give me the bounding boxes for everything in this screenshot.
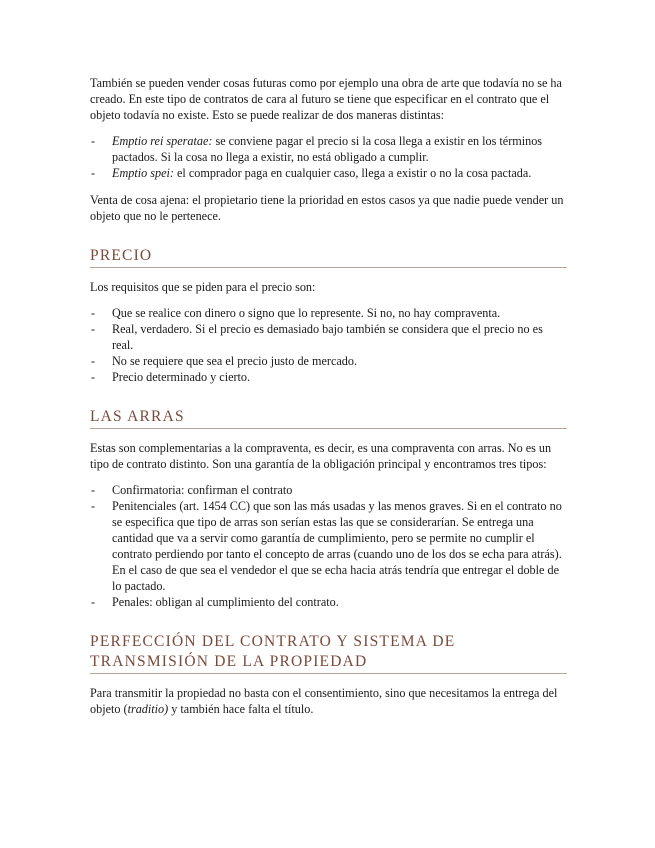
paragraph-text: Para transmitir la propiedad no basta con el consentimiento, sino que necesitamos la entrega del objeto ( — [90, 686, 558, 716]
list-item — [90, 165, 567, 181]
traditio-term: traditio) — [127, 702, 169, 716]
list-item-term: Emptio spei: — [112, 166, 174, 180]
list-item — [90, 133, 567, 165]
section-heading-perfeccion: PERFECCIÓN DEL CONTRATO Y SISTEMA DE TRANSMISIÓN DE LA PROPIEDAD — [90, 632, 567, 674]
precio-requirements-list — [90, 305, 567, 385]
paragraph-text: y también hace falta el título. — [168, 702, 314, 716]
list-item: - No se requiere que sea el precio justo de mercado. — [90, 353, 567, 369]
list-item-text: se conviene pagar el precio si la cosa llega a existir en los términos pactados. Si la cosa no llega a existir, no está obligado a cumplir. — [112, 134, 543, 164]
list-item: - Que se realice con dinero o signo que lo represente. Si no, no hay compraventa. — [90, 305, 567, 321]
perfeccion-paragraph — [90, 685, 567, 717]
arras-types-list — [90, 482, 567, 610]
intro-paragraph: También se pueden vender cosas futuras como por ejemplo una obra de arte que todavía no se ha creado. En este tipo de contratos de cara al futuro se tiene que especificar en el contrato que el objeto todavía no existe. Esto se puede realizar de dos maneras distintas: — [90, 76, 562, 122]
list-item-term: Emptio rei speratae: — [112, 134, 213, 148]
venta-cosa-ajena-paragraph: Venta de cosa ajena: el propietario tiene la prioridad en estos casos ya que nadie puede vender un objeto que no le pertenece. — [90, 193, 564, 223]
list-item: - Penitenciales (art. 1454 CC) que son las más usadas y las menos graves. Si en el contrato no se especifica que tipo de arras son serían estas las que se considerarían. Se entrega una cantidad que va a servir como garantía de cumplimiento, pero se permite no cumplir el contrato perdiendo por tanto el concepto de arras (cuando uno de los dos se echa para atrás). En el caso de que sea el vendedor el que se echa hacia atrás tendría que entregar el doble de lo pactado. — [90, 498, 567, 594]
future-sale-list — [90, 133, 567, 181]
list-item: - Confirmatoria: confirman el contrato — [90, 482, 567, 498]
list-item-text: el comprador paga en cualquier caso, llega a existir o no la cosa pactada. — [173, 166, 532, 180]
list-item: - Precio determinado y cierto. — [90, 369, 567, 385]
list-item: - Penales: obligan al cumplimiento del contrato. — [90, 594, 567, 610]
list-item: - Real, verdadero. Si el precio es demasiado bajo también se considera que el precio no es real. — [90, 321, 567, 353]
precio-intro-paragraph: Los requisitos que se piden para el precio son: — [90, 280, 316, 294]
section-heading-arras: LAS ARRAS — [90, 407, 567, 429]
section-heading-precio: PRECIO — [90, 246, 567, 268]
arras-intro-paragraph: Estas son complementarias a la compraventa, es decir, es una compraventa con arras. No es un tipo de contrato distinto. Son una garantía de la obligación principal y encontramos tres tipos: — [90, 441, 552, 471]
